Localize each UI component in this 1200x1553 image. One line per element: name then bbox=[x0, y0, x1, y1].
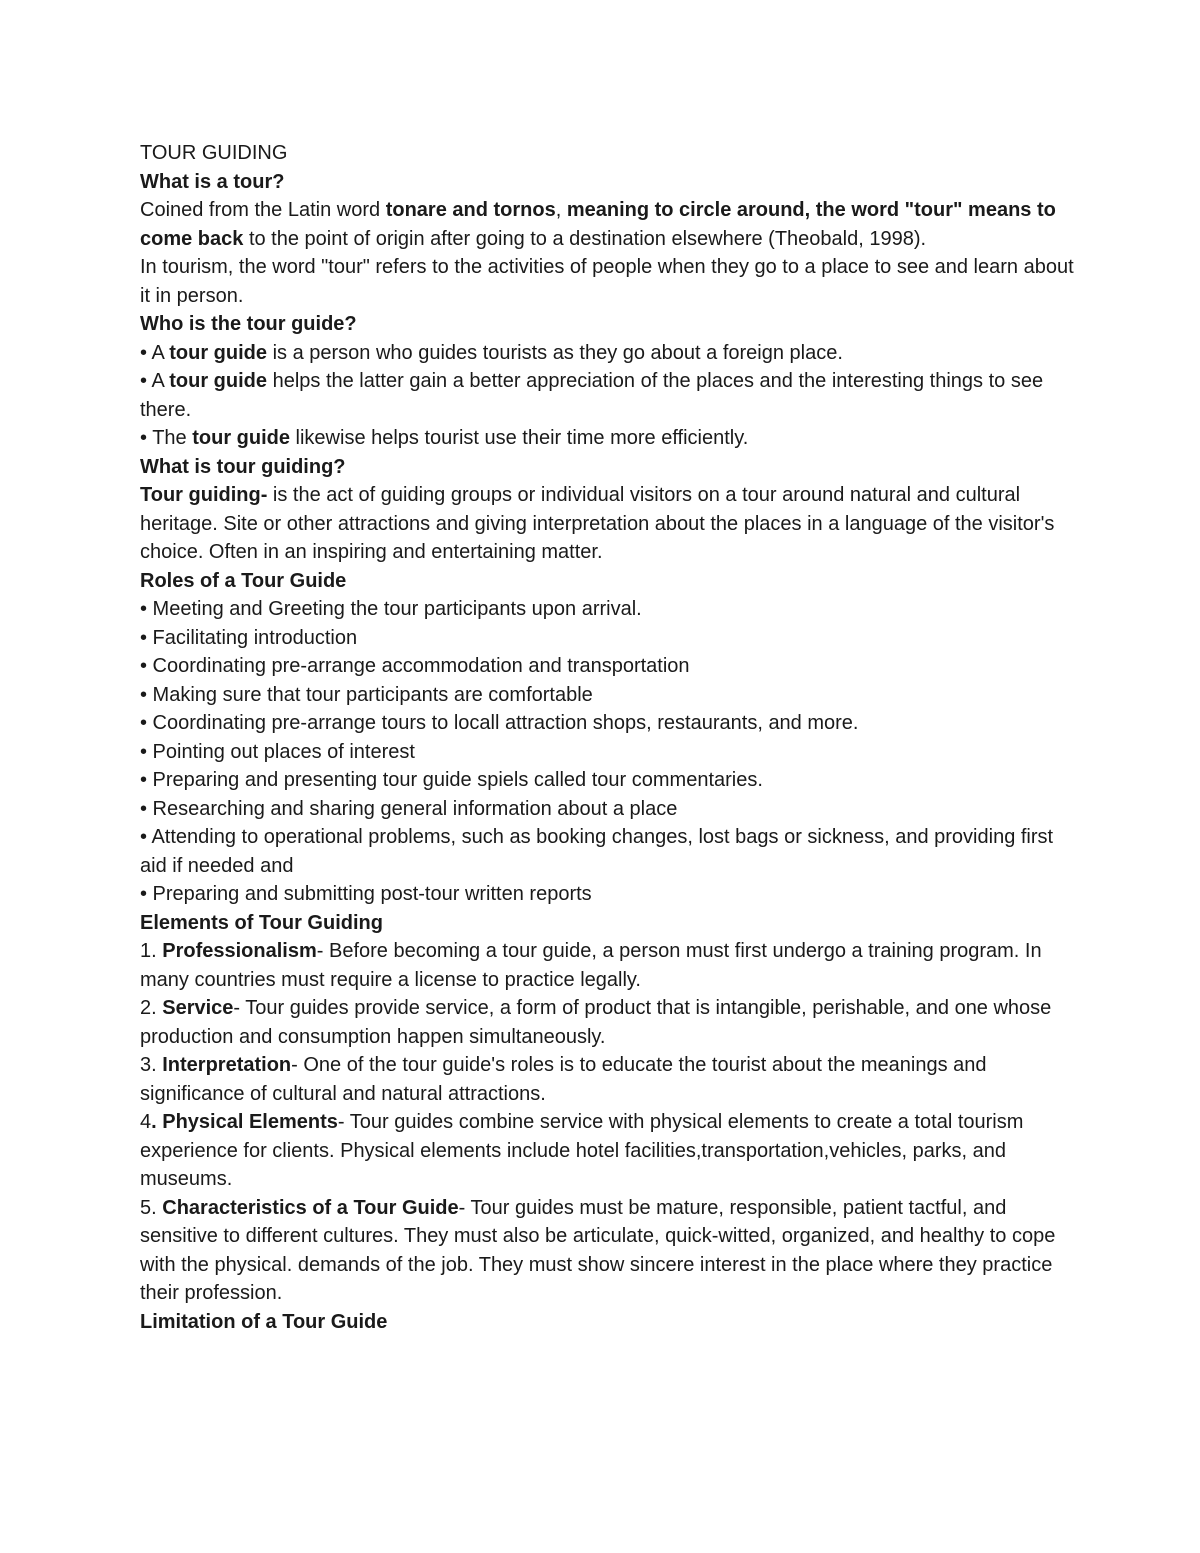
document-page bbox=[140, 139, 1075, 1336]
text-run: helps the latter gain a better appreciation of the places and the interesting things to see there. bbox=[140, 370, 1044, 421]
bold-run: Interpretation bbox=[162, 1054, 292, 1076]
text-run: • The bbox=[140, 427, 193, 449]
numbered-item bbox=[140, 1051, 1075, 1108]
bold-run: Service bbox=[162, 997, 234, 1019]
paragraph-tourism-tour: In tourism, the word "tour" refers to the activities of people when they go to a place to see and learn about it in person. bbox=[140, 256, 1074, 307]
bold-run: meaning to circle around, the word "tour" means to come back bbox=[140, 199, 1056, 250]
list-item: • Preparing and presenting tour guide spiels called tour commentaries. bbox=[140, 769, 763, 791]
text-run: - Tour guides must be mature, responsible, patient tactful, and sensitive to different cultures. They must also be articulate, quick-witted, organized, and healthy to cope with the physical. demands of the job. They must show sincere interest in the place where they practice their profession. bbox=[140, 1196, 1056, 1304]
document-title: TOUR GUIDING bbox=[140, 142, 288, 164]
list-item: • Preparing and submitting post-tour written reports bbox=[140, 883, 592, 905]
bullet-item bbox=[140, 367, 1075, 424]
list-item: • Facilitating introduction bbox=[140, 626, 358, 649]
list-item: • Researching and sharing general information about a place bbox=[140, 797, 678, 820]
numbered-item-continuation: museums. bbox=[140, 1168, 233, 1190]
numbered-item bbox=[140, 1194, 1075, 1308]
text-run: 3. bbox=[140, 1054, 163, 1076]
text-run: 5. bbox=[140, 1196, 163, 1219]
bold-run: tour guide bbox=[169, 370, 268, 392]
heading-what-is-a-tour: What is a tour? bbox=[140, 170, 285, 193]
bold-run: Tour guiding- bbox=[140, 484, 268, 506]
text-run: - One of the tour guide's roles is to educate the tourist about the meanings and significance of cultural and natural attractions. bbox=[140, 1054, 987, 1105]
text-run: 4 bbox=[140, 1111, 152, 1133]
text-run: Coined from the Latin word bbox=[140, 199, 386, 221]
text-run: • A bbox=[140, 370, 170, 392]
text-run: - Before becoming a tour guide, a person must first undergo a training program. In many countries must require a license to practice legally. bbox=[140, 940, 1042, 991]
bold-run: Characteristics of a Tour Guide bbox=[162, 1196, 459, 1219]
text-run: - Tour guides combine service with physical elements to create a total tourism experience for clients. Physical elements include hotel facilities,transportation,vehicles, parks, and bbox=[140, 1111, 1024, 1162]
list-item: • Making sure that tour participants are comfortable bbox=[140, 683, 593, 706]
bold-run: Professionalism bbox=[162, 940, 317, 962]
numbered-item bbox=[140, 1108, 1075, 1165]
heading-what-is-tour-guiding: What is tour guiding? bbox=[140, 455, 346, 478]
heading-elements-of-tour-guiding: Elements of Tour Guiding bbox=[140, 911, 383, 934]
text-run: is the act of guiding groups or individual visitors on a tour around natural and cultural heritage. Site or other attractions and giving interpretation about the places in a language of the visitor's choice. Often in an inspiring and entertaining matter. bbox=[140, 484, 1055, 563]
text-run: 1. bbox=[140, 940, 163, 962]
list-item: • Coordinating pre-arrange tours to locall attraction shops, restaurants, and more. bbox=[140, 712, 859, 734]
paragraph-tour-definition bbox=[140, 196, 1075, 253]
heading-roles-of-tour-guide: Roles of a Tour Guide bbox=[140, 569, 347, 592]
list-item: • Attending to operational problems, such as booking changes, lost bags or sickness, and providing first aid if needed and bbox=[140, 826, 1054, 877]
text-run: , bbox=[555, 199, 567, 221]
bullet-item bbox=[140, 424, 1075, 453]
bold-run: tour guide bbox=[169, 341, 268, 364]
bold-run: tour guide bbox=[192, 427, 290, 449]
list-item: • Coordinating pre-arrange accommodation and transportation bbox=[140, 655, 690, 677]
paragraph-tour-guiding-definition bbox=[140, 481, 1075, 567]
text-run: to the point of origin after going to a destination elsewhere (Theobald, 1998). bbox=[243, 227, 927, 250]
text-run: - Tour guides provide service, a form of product that is intangible, perishable, and one whose production and consumption happen simultaneously. bbox=[140, 997, 1052, 1048]
numbered-item bbox=[140, 994, 1075, 1051]
list-item: • Meeting and Greeting the tour participants upon arrival. bbox=[140, 598, 642, 620]
list-item: • Pointing out places of interest bbox=[140, 740, 415, 763]
bold-run: . Physical Elements bbox=[151, 1111, 338, 1133]
heading-who-is-tour-guide: Who is the tour guide? bbox=[140, 313, 357, 335]
heading-limitation-of-tour-guide: Limitation of a Tour Guide bbox=[140, 1310, 388, 1333]
bold-run: tonare and tornos bbox=[385, 199, 556, 221]
numbered-item bbox=[140, 937, 1075, 994]
text-run: • A bbox=[140, 341, 170, 364]
bullet-item bbox=[140, 339, 1075, 368]
text-run: likewise helps tourist use their time more efficiently. bbox=[289, 427, 749, 449]
text-run: is a person who guides tourists as they go about a foreign place. bbox=[267, 341, 843, 364]
text-run: 2. bbox=[140, 997, 163, 1019]
